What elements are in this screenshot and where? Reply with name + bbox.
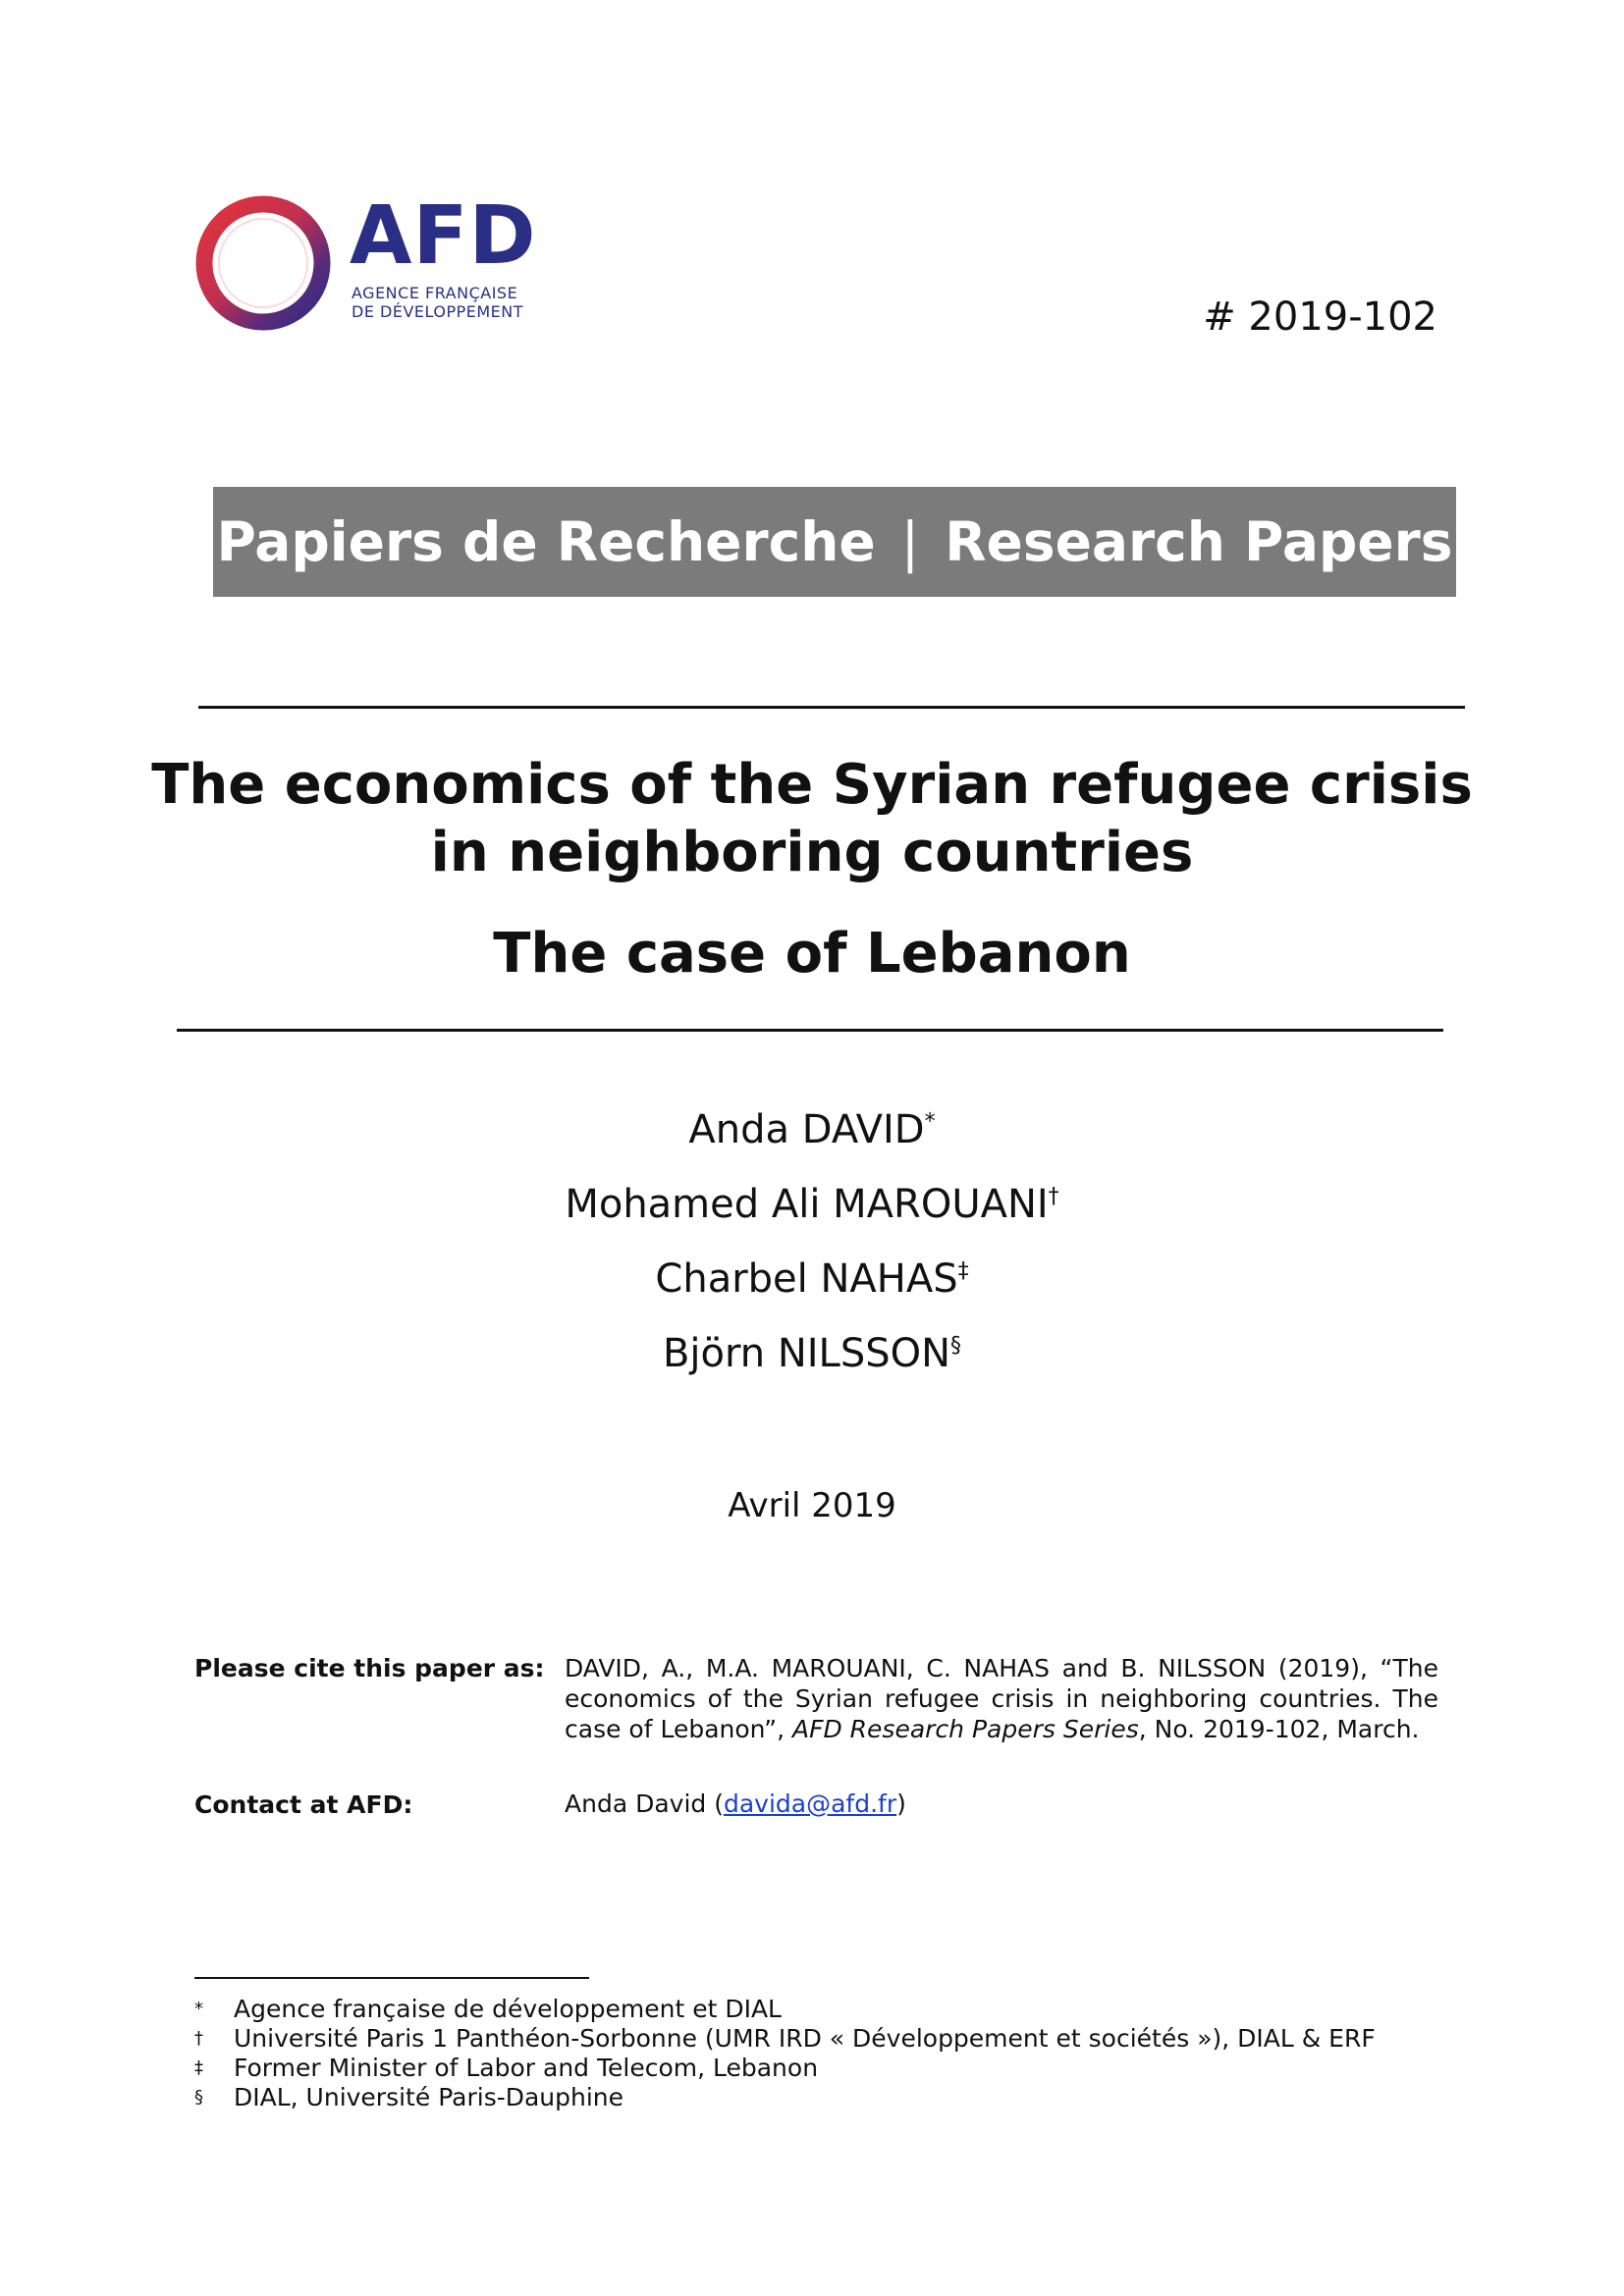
footnote-mark: ‡ <box>194 2057 203 2078</box>
publication-date: Avril 2019 <box>728 1486 896 1525</box>
series-banner <box>213 487 1456 597</box>
logo-subtitle-line1: AGENCE FRANÇAISE <box>352 284 518 302</box>
footnote: § DIAL, Université Paris-Dauphine <box>194 2083 624 2111</box>
contact-email-link[interactable]: davida@afd.fr <box>723 1789 897 1818</box>
footnote: * Agence française de développement et DIAL <box>194 1995 782 2023</box>
logo-subtitle-line2: DE DÉVELOPPEMENT <box>352 302 523 321</box>
paper-number: # 2019-102 <box>1203 294 1437 340</box>
logo-wordmark: AFD <box>350 189 537 283</box>
footnote-mark: § <box>194 2087 203 2108</box>
contact-text: Anda David (davida@afd.fr) <box>565 1789 906 1818</box>
author-name: Anda DAVID* <box>688 1107 936 1152</box>
footnote-mark: † <box>194 2028 203 2049</box>
footnote: † Université Paris 1 Panthéon-Sorbonne (UMR IRD « Développement et sociétés »), DIAL & ERF <box>194 2024 1376 2053</box>
author-footnote-mark: ‡ <box>957 1258 969 1284</box>
banner-separator: | <box>900 510 920 573</box>
citation-text: DAVID, A., M.A. MAROUANI, C. NAHAS and B. NILSSON (2019), “The economics of the Syrian refugee crisis in neighboring countries. The case of Lebanon”, AFD Research Papers Series, No. 2019-102, March. <box>565 1654 1438 1743</box>
paper-title-line2: in neighboring countries <box>430 821 1194 884</box>
citation-series: AFD Research Papers Series <box>791 1715 1139 1743</box>
contact-label: Contact at AFD: <box>194 1790 413 1819</box>
afd-logo <box>192 189 537 335</box>
title-bottom-rule <box>177 1029 1443 1032</box>
footnote-mark: * <box>194 1999 203 2019</box>
banner-french-label: Papiers de Recherche <box>216 510 876 573</box>
afd-ring-icon <box>192 192 335 335</box>
banner-english-label: Research Papers <box>945 510 1453 573</box>
author-footnote-mark: § <box>950 1333 962 1359</box>
author-name: Björn NILSSON§ <box>662 1331 962 1376</box>
author-footnote-mark: † <box>1048 1184 1059 1209</box>
footnote: ‡ Former Minister of Labor and Telecom, Lebanon <box>194 2054 819 2082</box>
citation-label: Please cite this paper as: <box>194 1654 545 1682</box>
paper-title-line1: The economics of the Syrian refugee crisis <box>151 753 1473 817</box>
author-name: Mohamed Ali MAROUANI† <box>565 1182 1059 1227</box>
author-footnote-mark: * <box>924 1109 936 1135</box>
title-top-rule <box>198 706 1465 709</box>
author-name: Charbel NAHAS‡ <box>655 1256 969 1302</box>
paper-subtitle: The case of Lebanon <box>493 922 1131 986</box>
footnote-rule <box>194 1977 589 1979</box>
